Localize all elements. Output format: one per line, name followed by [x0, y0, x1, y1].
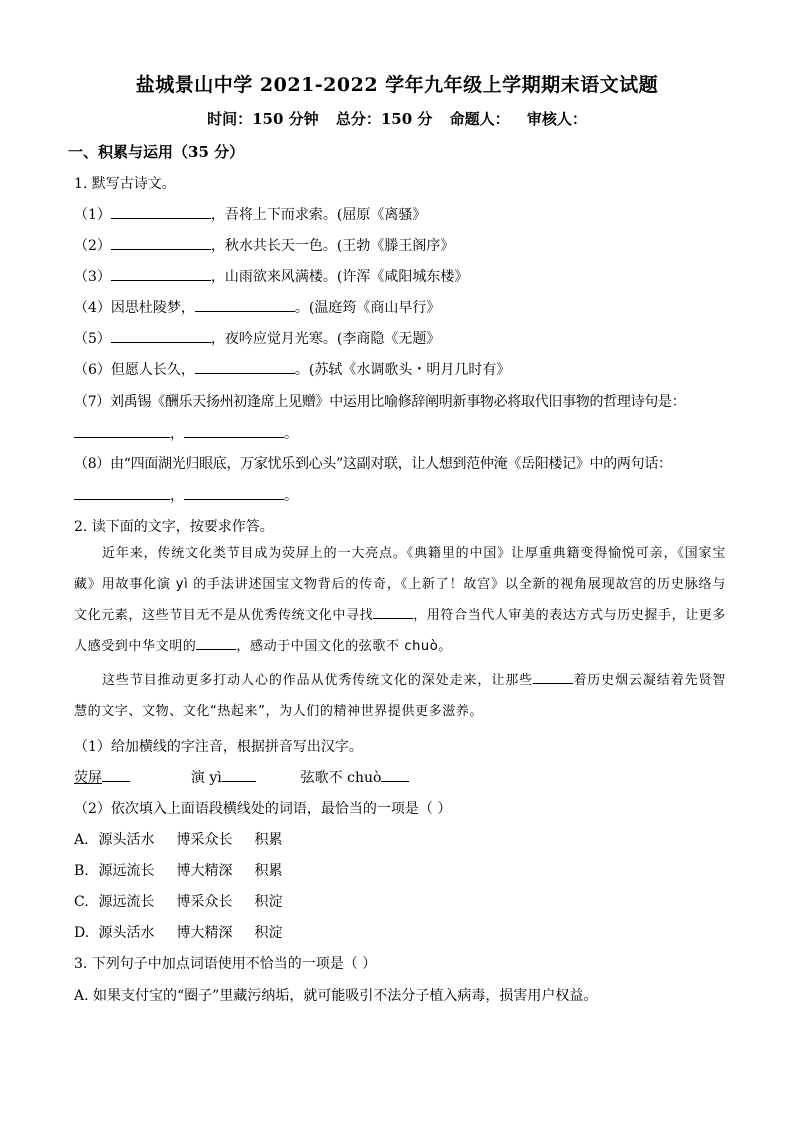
- period: 。: [284, 426, 298, 442]
- option-word: 积累: [254, 832, 283, 848]
- pinyin-item: 演 yì: [190, 770, 222, 786]
- q2-sub-1-items: [74, 767, 409, 787]
- item-text: 。(苏轼《水调歌头・明月几时有》: [294, 362, 511, 378]
- option-b[interactable]: [74, 860, 304, 880]
- answer-blank[interactable]: [102, 767, 130, 782]
- option-word: 积淀: [254, 925, 283, 941]
- fill-blank[interactable]: [196, 635, 236, 650]
- q2-sub-1: （1）给加横线的字注音，根据拼音写出汉字。: [74, 739, 363, 755]
- answer-blank[interactable]: [195, 297, 295, 312]
- para-text: 这些节目推动更多打动人心的作品从优秀传统文化的深处走来，让那些: [102, 673, 534, 688]
- option-word: 源头活水: [98, 832, 155, 848]
- period: 。: [284, 488, 298, 504]
- item-number: （1）: [74, 207, 111, 223]
- answer-blank[interactable]: [184, 485, 284, 500]
- q2-sub-2: （2）依次填入上面语段横线处的词语，最恰当的一项是（ ）: [74, 801, 452, 817]
- answer-blank[interactable]: [111, 204, 211, 219]
- item-number: （4）: [74, 300, 111, 316]
- q1-item-3: [74, 266, 468, 286]
- option-word: 积淀: [254, 894, 283, 910]
- option-word: 博采众长: [176, 894, 233, 910]
- para-text: ，感动于中国文化的弦歌不 chuò。: [236, 639, 452, 654]
- option-word: 源头活水: [98, 925, 155, 941]
- option-d[interactable]: [74, 922, 304, 942]
- comma: ，: [170, 426, 184, 442]
- para-text: ，用符合当代人审美的表达方式与历史握手，让更多人感受到中华文明的: [74, 608, 727, 654]
- item-number: （3）: [74, 269, 111, 285]
- item-text: ，吾将上下而求索。(屈原《离骚》: [210, 207, 427, 223]
- answer-blank[interactable]: [111, 235, 211, 250]
- pinyin-item: 弦歌不 chuò: [300, 770, 382, 786]
- item-number: （5）: [74, 331, 111, 347]
- option-label: D.: [74, 925, 90, 941]
- para-text: 近年来，传统文化类节目成为荧屏上的一大亮点。《典籍里的中国》让厚重典籍变得愉悦可亲，《国家宝藏》用故事化演 yì 的手法讲述国宝文物背后的传奇，《上新了！故宫》以全新的视角展现故宫的历史脉络与文化元素，这些节目无不是从优秀传统文化中寻找: [74, 546, 726, 623]
- answer-blank[interactable]: [111, 266, 211, 281]
- q1-item-8-answers: [74, 485, 298, 505]
- item-text: ，山雨欲来风满楼。(许浑《咸阳城东楼》: [210, 269, 469, 285]
- exam-meta: [0, 108, 794, 129]
- page-title: 盐城景山中学 2021-2022 学年九年级上学期期末语文试题: [135, 74, 659, 96]
- question-1-stem: 1. 默写古诗文。: [74, 176, 176, 192]
- option-word: 博采众长: [176, 832, 233, 848]
- fill-blank[interactable]: [373, 604, 413, 619]
- item-text: ，秋水共长天一色。(王勃《滕王阁序》: [210, 238, 455, 254]
- answer-blank[interactable]: [111, 328, 211, 343]
- comma: ，: [170, 488, 184, 504]
- q1-item-7-answers: [74, 423, 298, 443]
- q1-item-2: [74, 235, 454, 255]
- exam-time: 时间：150 分钟: [207, 110, 319, 128]
- option-label: C.: [74, 894, 89, 910]
- para-text: 着历史烟云凝结着先贤智慧的文字、文物、文化“热起来”，为人们的精神世界提供更多滋养。: [74, 673, 726, 719]
- exam-total: 总分：150 分: [335, 110, 433, 128]
- option-word: 积累: [254, 863, 283, 879]
- reading-paragraph-1: [74, 538, 726, 662]
- question-3-stem: 3. 下列句子中加点词语使用不恰当的一项是（ ）: [74, 956, 377, 972]
- item-number: （2）: [74, 238, 111, 254]
- option-word: 源远流长: [98, 863, 155, 879]
- question-2-stem: 2. 读下面的文字，按要求作答。: [74, 519, 274, 535]
- q1-item-5: [74, 328, 440, 348]
- section-heading: 一、积累与运用（35 分）: [68, 143, 245, 161]
- option-label: A.: [74, 832, 89, 848]
- item-number: （6）: [74, 362, 111, 378]
- q1-item-1: [74, 204, 426, 224]
- q1-item-7: （7）刘禹锡《酬乐天扬州初逢席上见赠》中运用比喻修辞阐明新事物必将取代旧事物的哲理诗句是：: [74, 394, 686, 410]
- pinyin-item: 荧屏: [74, 770, 102, 786]
- answer-blank[interactable]: [184, 423, 284, 438]
- q3-option-a[interactable]: A. 如果支付宝的“圈子”里藏污纳垢，就可能吸引不法分子植入病毒，损害用户权益。: [74, 988, 598, 1004]
- exam-author: 命题人：: [449, 110, 510, 128]
- answer-blank[interactable]: [381, 767, 409, 782]
- answer-blank[interactable]: [74, 423, 170, 438]
- answer-blank[interactable]: [195, 359, 295, 374]
- answer-blank[interactable]: [74, 485, 170, 500]
- reading-paragraph-2: [74, 665, 726, 727]
- answer-blank[interactable]: [222, 767, 256, 782]
- option-word: 源远流长: [98, 894, 155, 910]
- option-word: 博大精深: [176, 863, 233, 879]
- item-text: 因思杜陵梦，: [110, 300, 195, 316]
- q1-item-8: （8）由“四面湖光归眼底，万家忧乐到心头”这副对联，让人想到范仲淹《岳阳楼记》中的两句话：: [74, 456, 672, 472]
- option-a[interactable]: [74, 829, 304, 849]
- fill-blank[interactable]: [533, 669, 573, 684]
- exam-reviewer: 审核人：: [526, 110, 587, 128]
- item-text: 。(温庭筠《商山早行》: [294, 300, 441, 316]
- option-c[interactable]: [74, 891, 304, 911]
- option-label: B.: [74, 863, 89, 879]
- q1-item-6: [74, 359, 510, 379]
- option-word: 博大精深: [176, 925, 233, 941]
- item-text: 但愿人长久，: [110, 362, 195, 378]
- item-text: ，夜吟应觉月光寒。(李商隐《无题》: [210, 331, 441, 347]
- q1-item-4: [74, 297, 440, 317]
